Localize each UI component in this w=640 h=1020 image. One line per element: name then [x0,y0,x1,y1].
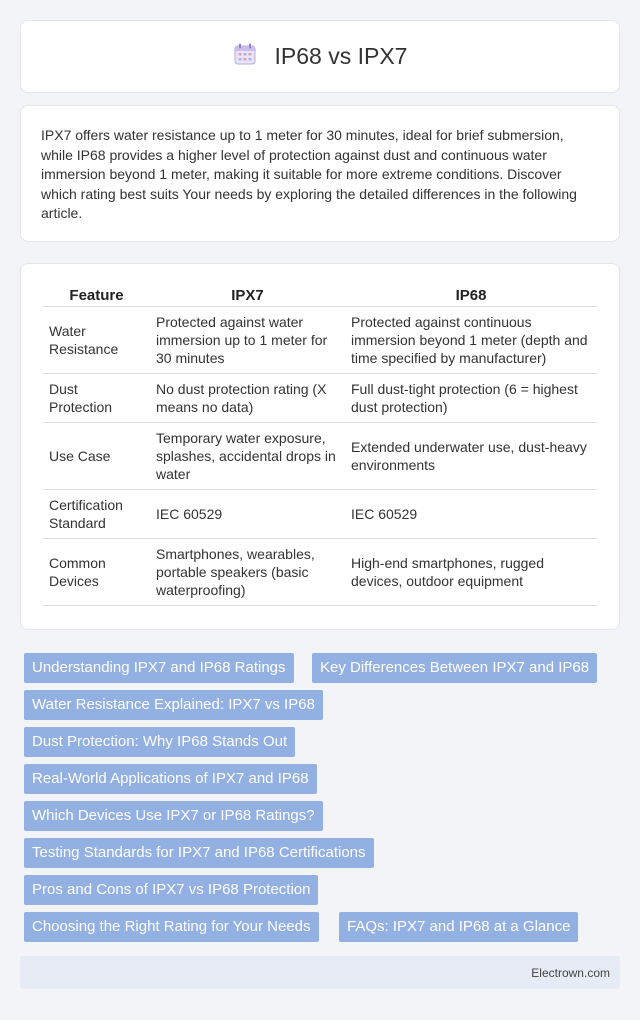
column-header: IPX7 [150,284,345,307]
table-cell: IEC 60529 [345,490,597,539]
link-devices[interactable]: Which Devices Use IPX7 or IP68 Ratings? [24,801,323,831]
table-header-row [43,284,597,307]
link-pros-cons[interactable]: Pros and Cons of IPX7 vs IP68 Protection [24,875,318,905]
link-faqs[interactable]: FAQs: IPX7 and IP68 at a Glance [339,912,578,942]
footer-site-name[interactable]: Electrown.com [531,965,610,980]
link-dust-protection[interactable]: Dust Protection: Why IP68 Stands Out [24,727,295,757]
table-row [43,539,597,606]
table-cell: Protected against water immersion up to 1 meter for 30 minutes [150,307,345,374]
table-cell: Full dust-tight protection (6 = highest dust protection) [345,374,597,423]
table-cell: Common Devices [43,539,150,606]
column-header: Feature [43,284,150,307]
table-cell: Use Case [43,423,150,490]
intro-text: IPX7 offers water resistance up to 1 meter for 30 minutes, ideal for brief submersion, while IP68 provides a higher level of protection against dust and continuous water immersion beyond 1 meter, making it suitable for more extreme conditions. Discover which rating best suits Your needs by exploring the detailed differences in the following article. [41,127,577,221]
page-title: IP68 vs IPX7 [274,43,408,69]
table-cell: Protected against continuous immersion beyond 1 meter (depth and time specified by manufacturer) [345,307,597,374]
column-header: IP68 [345,284,597,307]
table-cell: IEC 60529 [150,490,345,539]
intro-card [20,105,620,242]
table-row [43,307,597,374]
table-cell: Extended underwater use, dust-heavy environments [345,423,597,490]
calendar-icon [233,42,257,71]
table-cell: Temporary water exposure, splashes, accidental drops in water [150,423,345,490]
table-cell: Certification Standard [43,490,150,539]
link-key-differences[interactable]: Key Differences Between IPX7 and IP68 [312,653,597,683]
table-row [43,490,597,539]
link-real-world-applications[interactable]: Real-World Applications of IPX7 and IP68 [24,764,317,794]
table-row [43,374,597,423]
table-cell: High-end smartphones, rugged devices, outdoor equipment [345,539,597,606]
table-row [43,423,597,490]
comparison-table [43,284,597,606]
table-cell: Smartphones, wearables, portable speakers (basic waterproofing) [150,539,345,606]
header-card [20,20,620,93]
table-cell: Water Resistance [43,307,150,374]
footer [20,956,620,989]
table-cell: No dust protection rating (X means no data) [150,374,345,423]
link-testing-standards[interactable]: Testing Standards for IPX7 and IP68 Certifications [24,838,374,868]
comparison-table-card [20,263,620,630]
link-choosing-rating[interactable]: Choosing the Right Rating for Your Needs [24,912,319,942]
table-cell: Dust Protection [43,374,150,423]
link-water-resistance[interactable]: Water Resistance Explained: IPX7 vs IP68 [24,690,323,720]
link-understanding-ratings[interactable]: Understanding IPX7 and IP68 Ratings [24,653,294,683]
